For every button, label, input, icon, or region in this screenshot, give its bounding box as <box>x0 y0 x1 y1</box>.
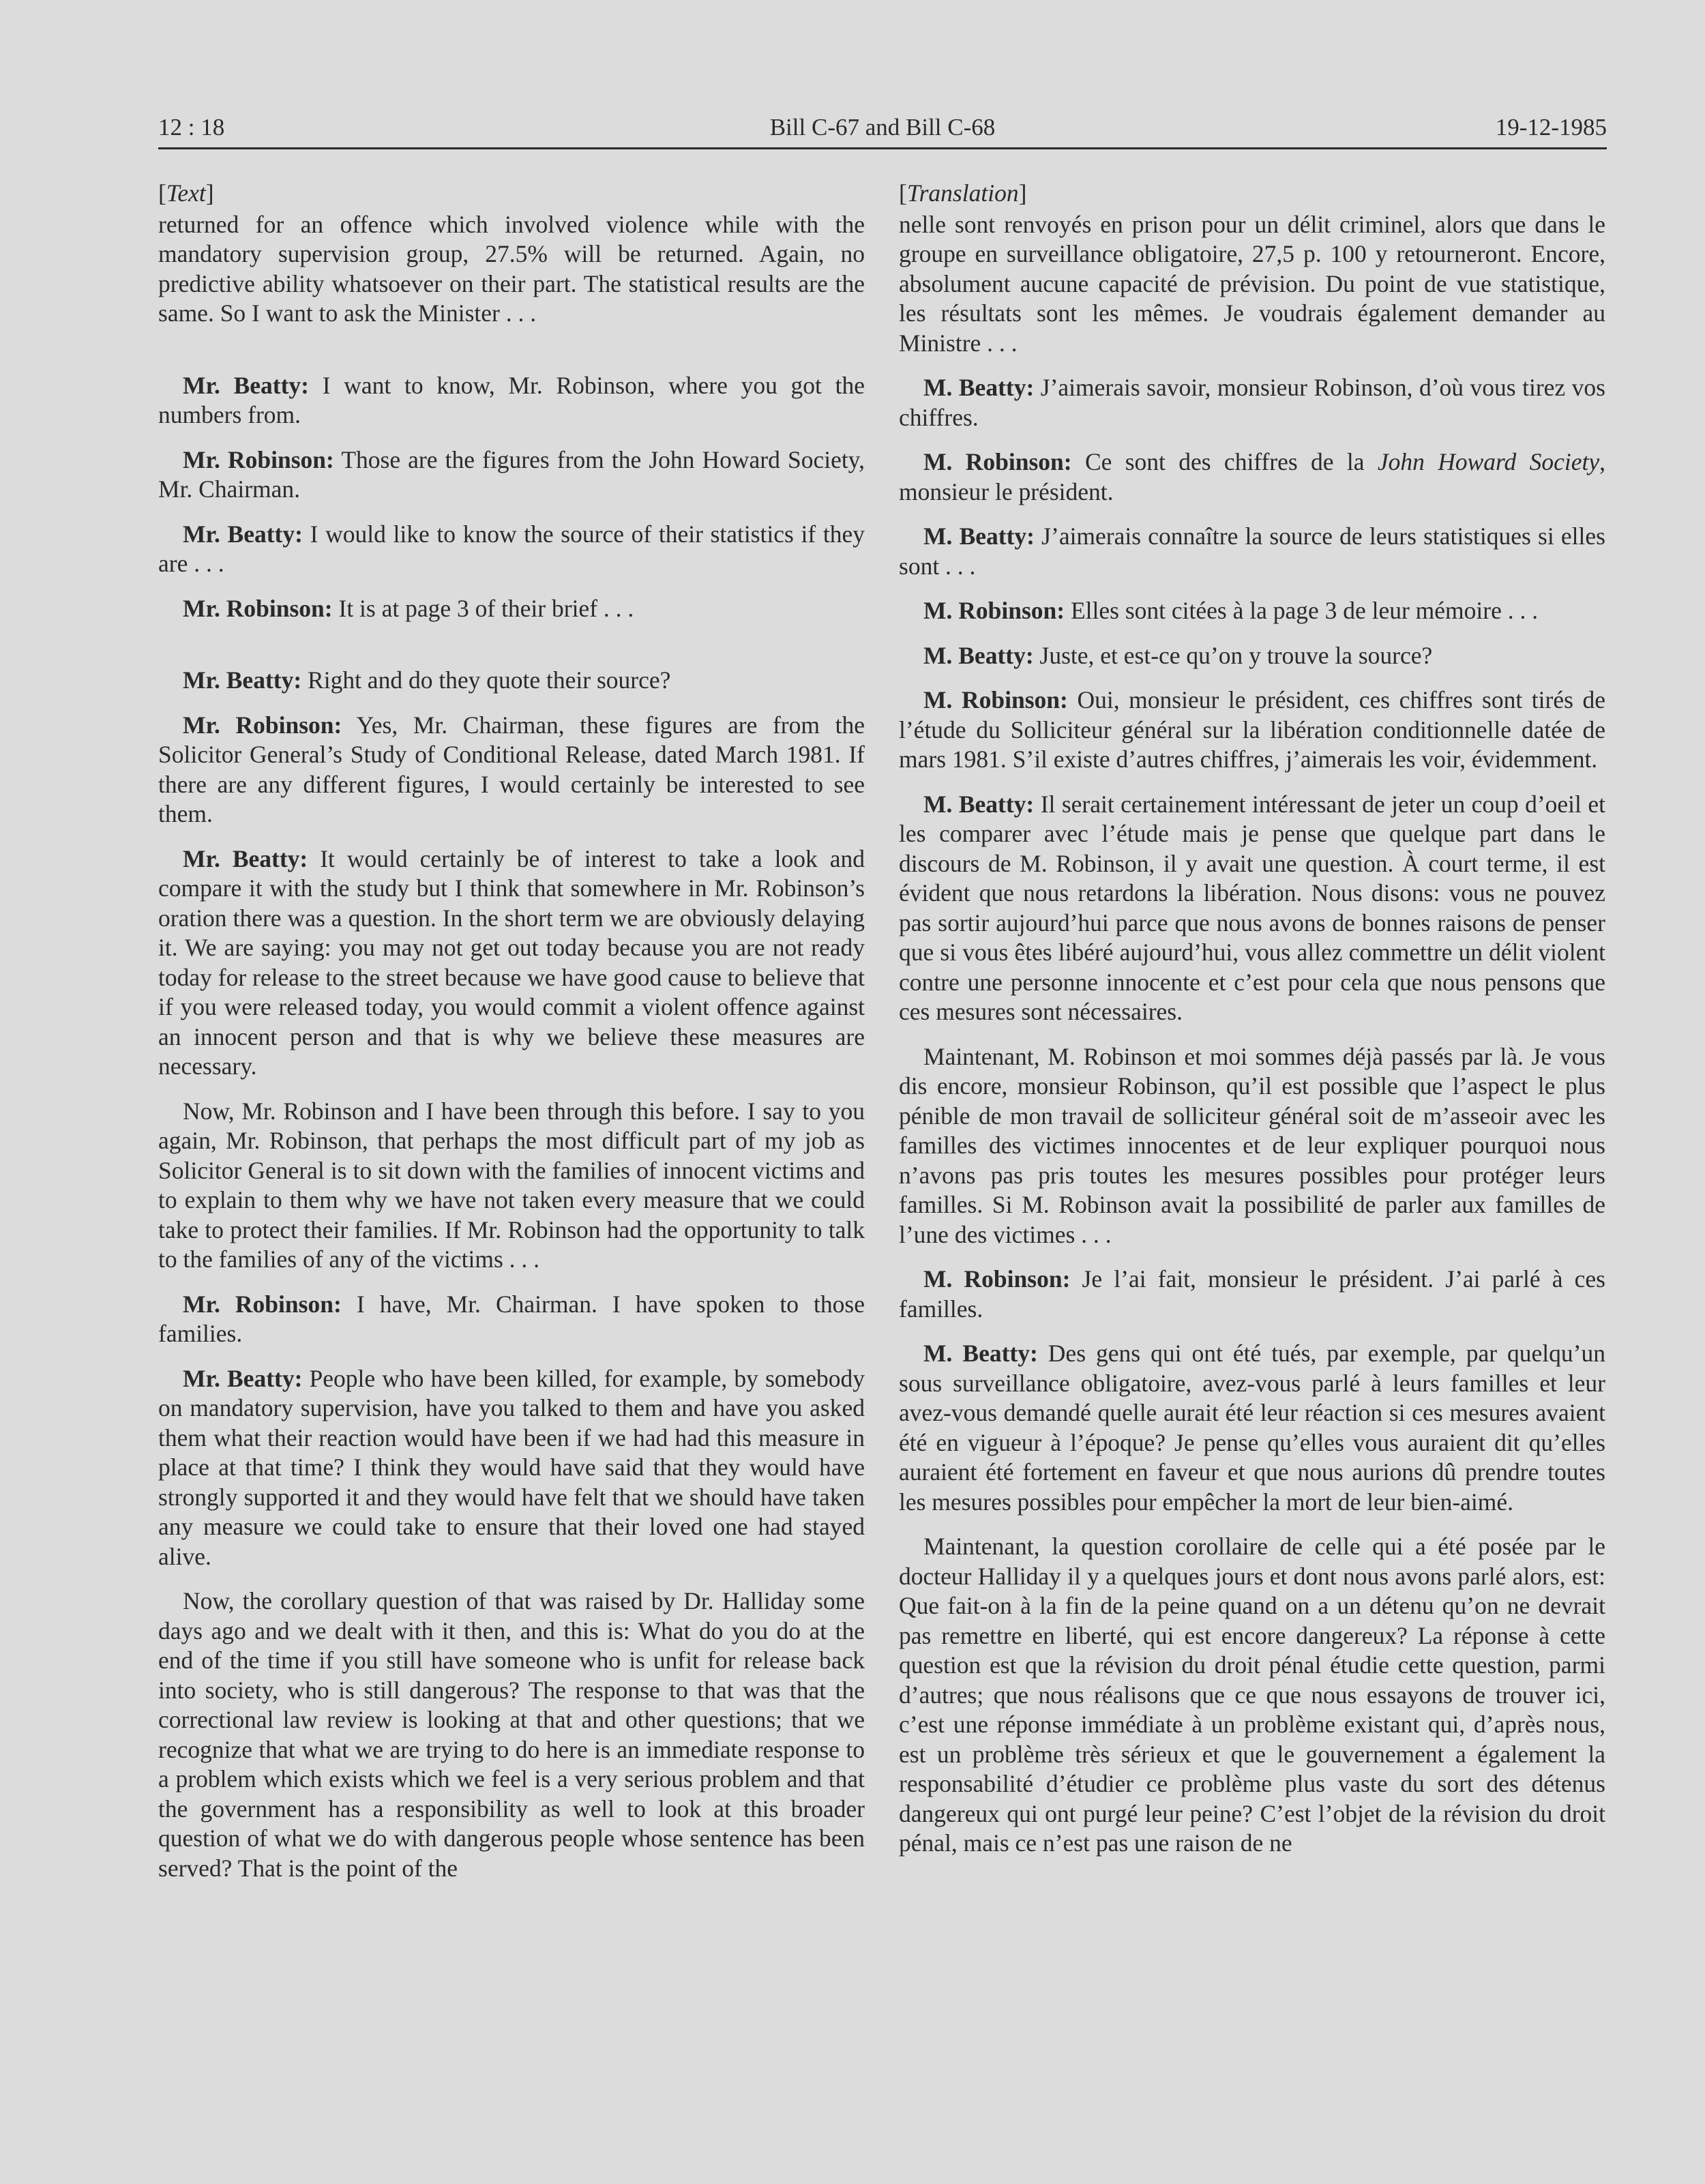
speaker-name: M. Beatty: <box>923 522 1035 550</box>
speaker-name: M. Beatty: <box>923 374 1035 401</box>
speech-paragraph: M. Beatty: J’aimerais connaître la source de leurs statistiques si elles sont . . . <box>899 522 1605 580</box>
speech-paragraph: Mr. Beatty: I would like to know the source of their statistics if they are . . . <box>158 520 865 577</box>
speaker-name: Mr. Beatty: <box>183 666 302 694</box>
text-label: [Text] <box>158 179 214 207</box>
paragraph: Maintenant, M. Robinson et moi sommes déjà passés par là. Je vous dis encore, monsieur Robinson, qu’il est possible que l’aspect le plus pénible de mon travail de solliciteur général soit de m’asseoir avec les familles des victimes innocentes et de leur expliquer pourquoi nous n’avons pas pris toutes les mesures possibles pour protéger leurs familles. Si M. Robinson avait la possibilité de parler aux familles de l’une des victimes . . . <box>899 1042 1605 1248</box>
speaker-name: M. Beatty: <box>923 641 1034 669</box>
translation-label: [Translation] <box>899 179 1027 207</box>
speaker-name: Mr. Beatty: <box>183 520 303 548</box>
page-header <box>158 110 1607 145</box>
speaker-name: M. Robinson: <box>923 597 1065 624</box>
speech-paragraph: M. Robinson: Je l’ai fait, monsieur le président. J’ai parlé à ces familles. <box>899 1265 1605 1323</box>
header-date: 19-12-1985 <box>1495 114 1607 141</box>
speaker-name: M. Beatty: <box>923 790 1035 818</box>
speech-paragraph: Mr. Beatty: It would certainly be of interest to take a look and compare it with the study but I think that somewhere in Mr. Robinson’s oration there was a question. In the short term we are obviously delaying it. We are saying: you may not get out today because you are not ready today for release to the street because we have good cause to believe that if you were released today, you would commit a violent offence against an innocent person and that is why we believe these measures are necessary. <box>158 844 865 1080</box>
speaker-name: M. Robinson: <box>923 1265 1071 1293</box>
paragraph: Now, the corollary question of that was raised by Dr. Halliday some days ago and we dealt with it then, and this is: What do you do at the end of the time if you still have someone who is unfit for release back into society, who is still dangerous? The response to that was that the correctional law review is looking at that and other questions; that we recognize that what we are trying to do here is an immediate response to a problem which exists which we feel is a very serious problem and that the government has a responsibility as well to look at this broader question of what we do with dangerous people whose sentence has been served? That is the point of the <box>158 1587 865 1882</box>
speech-paragraph: M. Beatty: Juste, et est-ce qu’on y trouve la source? <box>923 641 1433 669</box>
speaker-name: Mr. Beatty: <box>183 371 309 399</box>
speech-paragraph: M. Robinson: Elles sont citées à la page 3 de leur mémoire . . . <box>923 597 1539 624</box>
speaker-name: M. Beatty: <box>923 1340 1038 1367</box>
speech-paragraph: Mr. Beatty: Right and do they quote their source? <box>183 666 671 694</box>
paragraph: returned for an offence which involved violence while with the mandatory supervision group, 27.5% will be returned. Again, no predictive ability whatsoever on their part. The statistical results are the same. So I want to ask the Minister . . . <box>158 210 865 327</box>
speech-paragraph: Mr. Robinson: Yes, Mr. Chairman, these figures are from the Solicitor General’s Study of Conditional Release, dated March 1981. If there are any different figures, I would certainly be interested to see them. <box>158 711 865 827</box>
bill-title: Bill C-67 and Bill C-68 <box>769 114 996 141</box>
english-column <box>158 179 865 1898</box>
speaker-name: Mr. Beatty: <box>183 1364 303 1392</box>
page-number: 12 : 18 <box>158 114 225 141</box>
speech-paragraph: Mr. Robinson: Those are the figures from the John Howard Society, Mr. Chairman. <box>158 445 865 503</box>
speaker-name: Mr. Beatty: <box>183 844 308 872</box>
speech-paragraph: M. Robinson: Ce sont des chiffres de la John Howard Society, monsieur le président. <box>899 448 1606 505</box>
speech-paragraph: Mr. Robinson: It is at page 3 of their brief . . . <box>183 594 634 622</box>
speech-paragraph: Mr. Beatty: People who have been killed, for example, by somebody on mandatory supervision, have you talked to them and have you asked them what their reaction would have been if we had had this measure in place at that time? I think they would have said that they would have strongly supported it and they would have felt that we should have taken any measure we could take to ensure that their loved one had stayed alive. <box>158 1364 865 1570</box>
speech-paragraph: M. Beatty: Il serait certainement intéressant de jeter un coup d’oeil et les comparer avec l’étude mais je pense que quelque part dans le discours de M. Robinson, il y avait une question. À court terme, il est évident que nous retardons la libération. Nous disons: vous ne pouvez pas sortir aujourd’hui parce que nous avons de bonnes raisons de penser que si vous êtes libéré aujourd’hui, vous allez commettre un délit violent contre une personne innocente et c’est pour cela que nous pensons que ces mesures sont nécessaires. <box>899 790 1605 1025</box>
speaker-name: Mr. Robinson: <box>183 711 342 739</box>
speech-paragraph: M. Beatty: J’aimerais savoir, monsieur Robinson, d’où vous tirez vos chiffres. <box>899 374 1605 431</box>
speaker-name: M. Robinson: <box>923 448 1072 475</box>
speaker-name: Mr. Robinson: <box>183 1290 342 1318</box>
paragraph: Maintenant, la question corollaire de celle qui a été posée par le docteur Halliday il y a quelques jours et dont nous avons parlé alors, est: Que fait-on à la fin de la peine quand on a un détenu qu’on ne devrait pas remettre en liberté, qui est encore dangereux? La réponse à cette question est que la révision du droit pénal étudie cette question, parmi d’autres; que nous réalisons que ce que nous essayons de trouver ici, c’est une réponse immédiate à un problème existant qui, d’après nous, est un problème très sérieux et que le gouvernement a également la responsabilité d’étudier ce problème plus vaste du sort des détenus dangereux qui ont purgé leur peine? C’est l’objet de la révision du droit pénal, mais ce n’est pas une raison de ne <box>899 1533 1605 1857</box>
speech-paragraph: Mr. Robinson: I have, Mr. Chairman. I have spoken to those families. <box>158 1290 865 1347</box>
french-column <box>899 179 1605 1874</box>
speaker-name: Mr. Robinson: <box>183 594 333 622</box>
speaker-name: M. Robinson: <box>923 686 1068 713</box>
header-rule <box>158 147 1607 149</box>
paragraph: Now, Mr. Robinson and I have been through this before. I say to you again, Mr. Robinson, that perhaps the most difficult part of my job as Solicitor General is to sit down with the families of innocent victims and to explain to them why we have not taken every measure that we could take to protect their families. If Mr. Robinson had the opportunity to talk to the families of any of the victims . . . <box>158 1097 865 1273</box>
speech-paragraph: M. Robinson: Oui, monsieur le président, ces chiffres sont tirés de l’étude du Solliciteur général sur la libération conditionnelle datée de mars 1981. S’il existe d’autres chiffres, j’aimerais les voir, évidemment. <box>899 686 1606 773</box>
speech-paragraph: M. Beatty: Des gens qui ont été tués, par exemple, par quelqu’un sous surveillance obligatoire, avez-vous parlé à leurs familles et leur avez-vous demandé quelle aurait été leur réaction si ces mesures avaient été en vigueur à l’époque? Je pense qu’elles vous auraient dit qu’elles auraient été fortement en faveur et que nous aurions dû prendre toutes les mesures possibles pour empêcher la mort de leur bien-aimé. <box>899 1340 1605 1516</box>
paragraph: nelle sont renvoyés en prison pour un délit criminel, alors que dans le groupe en surveillance obligatoire, 27,5 p. 100 y retourneront. Encore, absolument aucune capacité de prévision. Du point de vue statistique, les résultats sont les mêmes. Je voudrais également demander au Ministre . . . <box>899 210 1605 357</box>
speech-paragraph: Mr. Beatty: I want to know, Mr. Robinson, where you got the numbers from. <box>158 371 865 428</box>
speaker-name: Mr. Robinson: <box>183 445 334 473</box>
